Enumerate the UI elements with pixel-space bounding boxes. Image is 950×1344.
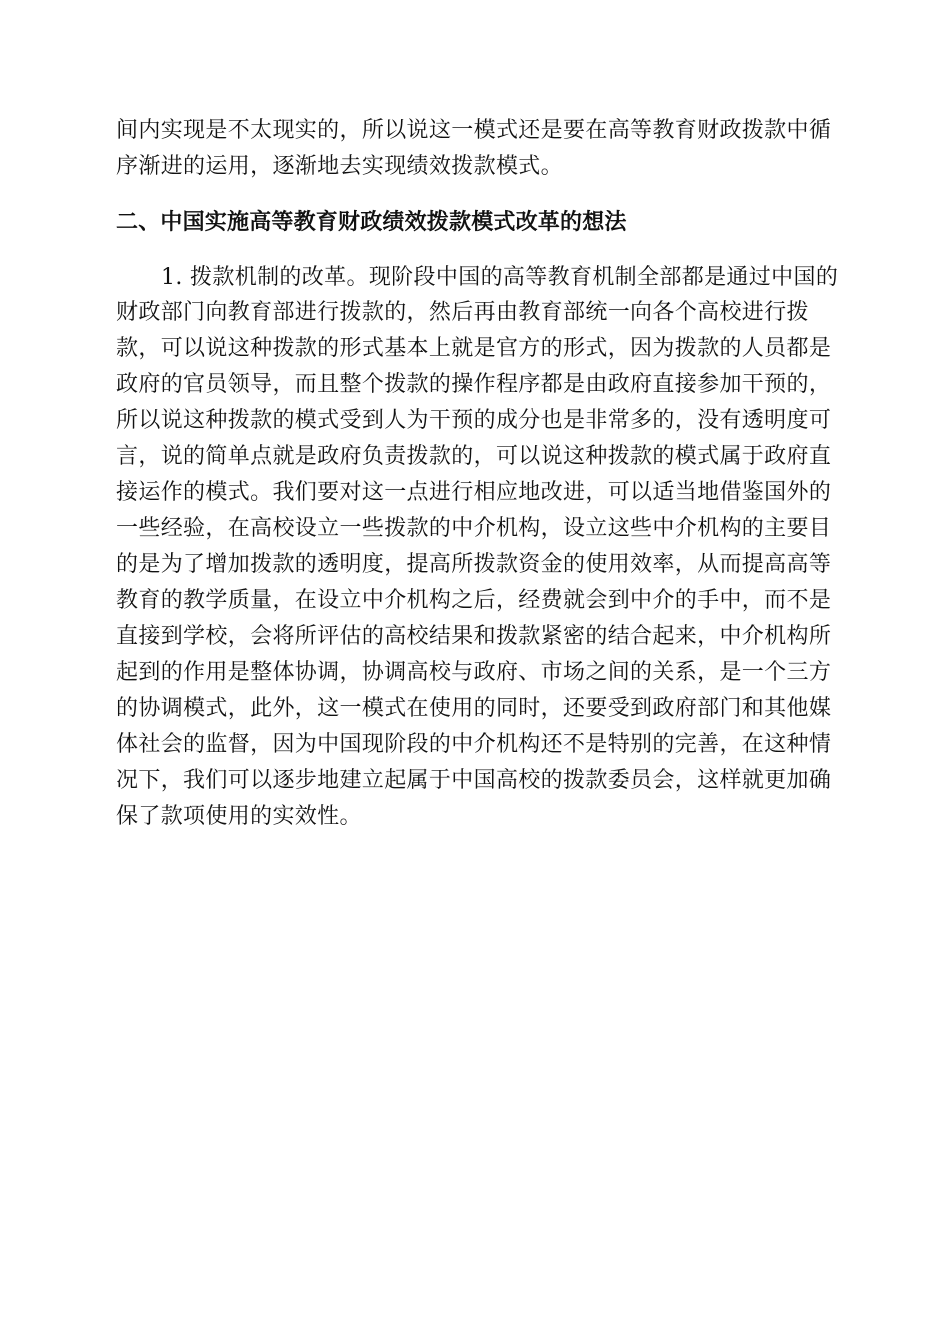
- paragraph-line-14: 体社会的监督，因为中国现阶段的中介机构还不是特别的完善，在这种情: [116, 732, 832, 757]
- paragraph-line-16: 保了款项使用的实效性。: [116, 804, 362, 829]
- paragraph-line-10: 教育的教学质量，在设立中介机构之后，经费就会到中介的手中，而不是: [116, 588, 832, 613]
- paragraph-line-15: 况下，我们可以逐步地建立起属于中国高校的拨款委员会，这样就更加确: [116, 768, 832, 793]
- paragraph-line-11: 直接到学校，会将所评估的高校结果和拨款紧密的结合起来，中介机构所: [116, 624, 832, 649]
- paragraph-line-13: 的协调模式，此外，这一模式在使用的同时，还要受到政府部门和其他媒: [116, 696, 832, 721]
- paragraph-line-1: 1. 拨款机制的改革。现阶段中国的高等教育机制全部都是通过中国的: [161, 265, 839, 290]
- paragraph-line-4: 政府的官员领导，而且整个拨款的操作程序都是由政府直接参加干预的，: [116, 372, 832, 397]
- paragraph-line-7: 接运作的模式。我们要对这一点进行相应地改进，可以适当地借鉴国外的: [116, 480, 832, 505]
- paragraph-line-9: 的是为了增加拨款的透明度，提高所拨款资金的使用效率，从而提高高等: [116, 552, 832, 577]
- paragraph-line-3: 款，可以说这种拨款的形式基本上就是官方的形式，因为拨款的人员都是: [116, 336, 832, 361]
- paragraph-line-6: 言，说的简单点就是政府负责拨款的，可以说这种拨款的模式属于政府直: [116, 444, 832, 469]
- paragraph-line-8: 一些经验，在高校设立一些拨款的中介机构，设立这些中介机构的主要目: [116, 516, 832, 541]
- intro-line-2: 序渐进的运用，逐渐地去实现绩效拨款模式。: [116, 154, 564, 179]
- paragraph-line-2: 财政部门向教育部进行拨款的，然后再由教育部统一向各个高校进行拨: [116, 300, 809, 325]
- intro-line-1: 间内实现是不太现实的，所以说这一模式还是要在高等教育财政拨款中循: [116, 118, 832, 143]
- section-heading: 二、中国实施高等教育财政绩效拨款模式改革的想法: [116, 210, 627, 235]
- paragraph-line-5: 所以说这种拨款的模式受到人为干预的成分也是非常多的，没有透明度可: [116, 408, 832, 433]
- paragraph-line-12: 起到的作用是整体协调，协调高校与政府、市场之间的关系，是一个三方: [116, 660, 832, 685]
